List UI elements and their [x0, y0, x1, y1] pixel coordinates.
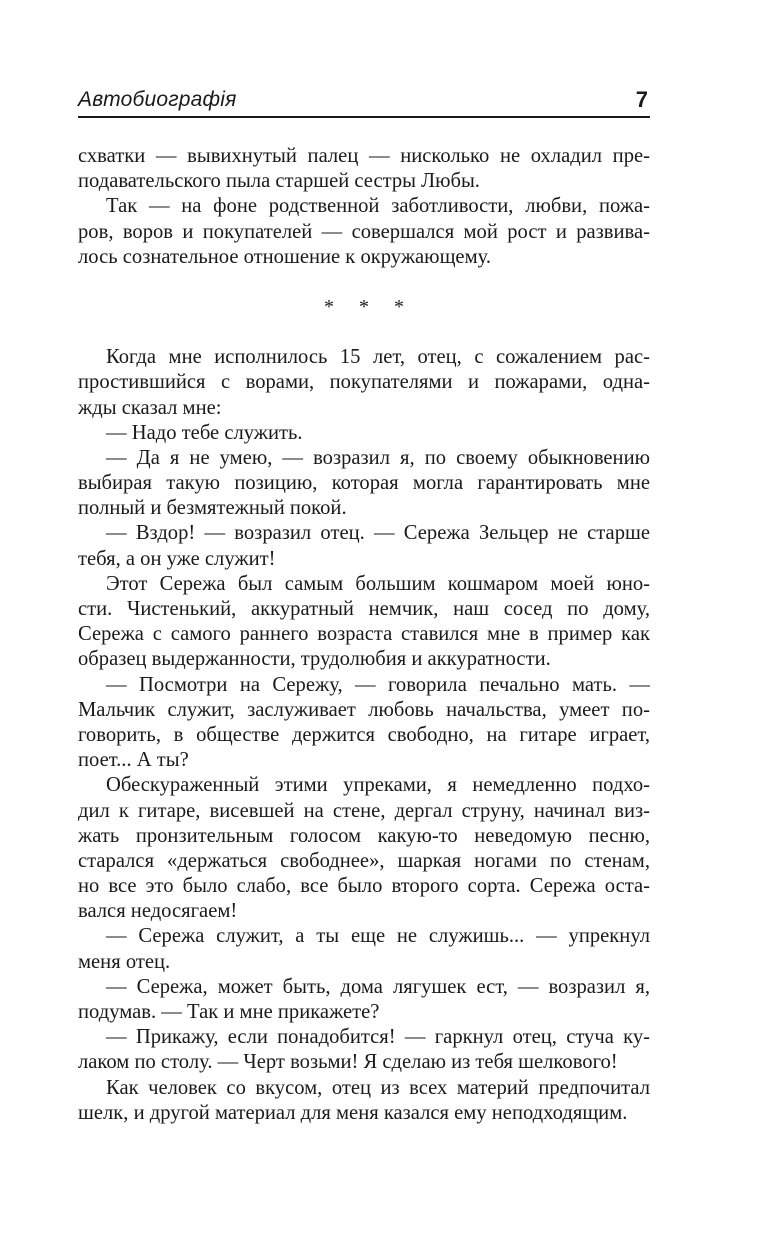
- body-text: [78, 144, 650, 1126]
- text-line: тебя, а он уже служит!: [78, 547, 276, 570]
- text-line: Сережа с самого раннего возраста ставился мне в пример как: [78, 623, 650, 646]
- text-line: Мальчик служит, заслуживает любовь начальства, умеет по-: [78, 698, 650, 721]
- text-line: шелк, и другой материал для меня казался ему неподходящим.: [78, 1101, 628, 1124]
- text-line: простившийся с ворами, покупателями и пожарами, одна-: [78, 371, 650, 394]
- text-line: говорить, в обществе держится свободно, на гитаре играет,: [78, 723, 650, 746]
- text-line: жать пронзительным голосом какую-то неведомую песню,: [78, 824, 650, 847]
- section-separator: * * *: [324, 295, 414, 318]
- text-line: но все это было слабо, все было второго сорта. Сережа оста-: [78, 875, 650, 898]
- text-line: Когда мне исполнилось 15 лет, отец, с сожалением рас-: [106, 346, 650, 369]
- text-line: лаком по столу. — Черт возьми! Я сделаю из тебя шелкового!: [78, 1051, 618, 1074]
- text-line: — Сережа служит, а ты еще не служишь... — упрекнул: [106, 925, 650, 948]
- text-line: дил к гитаре, висевшей на стене, дергал струну, начинал виз-: [78, 799, 650, 822]
- text-line: вался недосягаем!: [78, 900, 238, 923]
- text-line: жды сказал мне:: [78, 396, 222, 419]
- text-line: подавательского пыла старшей сестры Любы.: [78, 170, 480, 193]
- text-line: полный и безмятежный покой.: [78, 497, 347, 520]
- text-line: — Сережа, может быть, дома лягушек ест, — возразил я,: [106, 975, 650, 998]
- text-line: подумав. — Так и мне прикажете?: [78, 1001, 380, 1023]
- text-line: меня отец.: [78, 950, 171, 973]
- text-line: поет... А ты?: [78, 749, 189, 772]
- running-title: Автобиографія: [78, 88, 237, 111]
- text-line: старался «держаться свободнее», шаркая ногами по стенам,: [78, 849, 650, 872]
- text-line: — Прикажу, если понадобится! — гаркнул отец, стуча ку-: [106, 1026, 650, 1049]
- text-line: Так — на фоне родственной заботливости, любви, пожа-: [106, 195, 650, 218]
- text-line: выбирая такую позицию, которая могла гарантировать мне: [78, 472, 650, 495]
- text-line: образец выдержанности, трудолюбия и аккуратности.: [78, 648, 551, 671]
- text-line: сти. Чистенький, аккуратный немчик, наш сосед по дому,: [78, 598, 650, 620]
- text-line: Как человек со вкусом, отец из всех материй предпочитал: [106, 1076, 650, 1099]
- text-line: Этот Сережа был самым большим кошмаром моей юно-: [106, 572, 650, 595]
- text-line: — Вздор! — возразил отец. — Сережа Зельцер не старше: [106, 522, 650, 545]
- text-line: лось сознательное отношение к окружающему.: [78, 245, 491, 268]
- text-line: — Да я не умею, — возразил я, по своему обыкновению: [106, 446, 650, 469]
- running-head: [78, 86, 650, 118]
- text-line: — Посмотри на Сережу, — говорила печально мать. —: [106, 673, 650, 696]
- page-number: 7: [635, 87, 648, 112]
- text-line: ров, воров и покупателей — совершался мой рост и развива-: [78, 220, 650, 243]
- text-line: Обескураженный этими упреками, я немедленно подхо-: [106, 774, 650, 797]
- text-line: — Надо тебе служить.: [106, 421, 303, 444]
- text-line: схватки — вывихнутый палец — нисколько не охладил пре-: [78, 145, 650, 167]
